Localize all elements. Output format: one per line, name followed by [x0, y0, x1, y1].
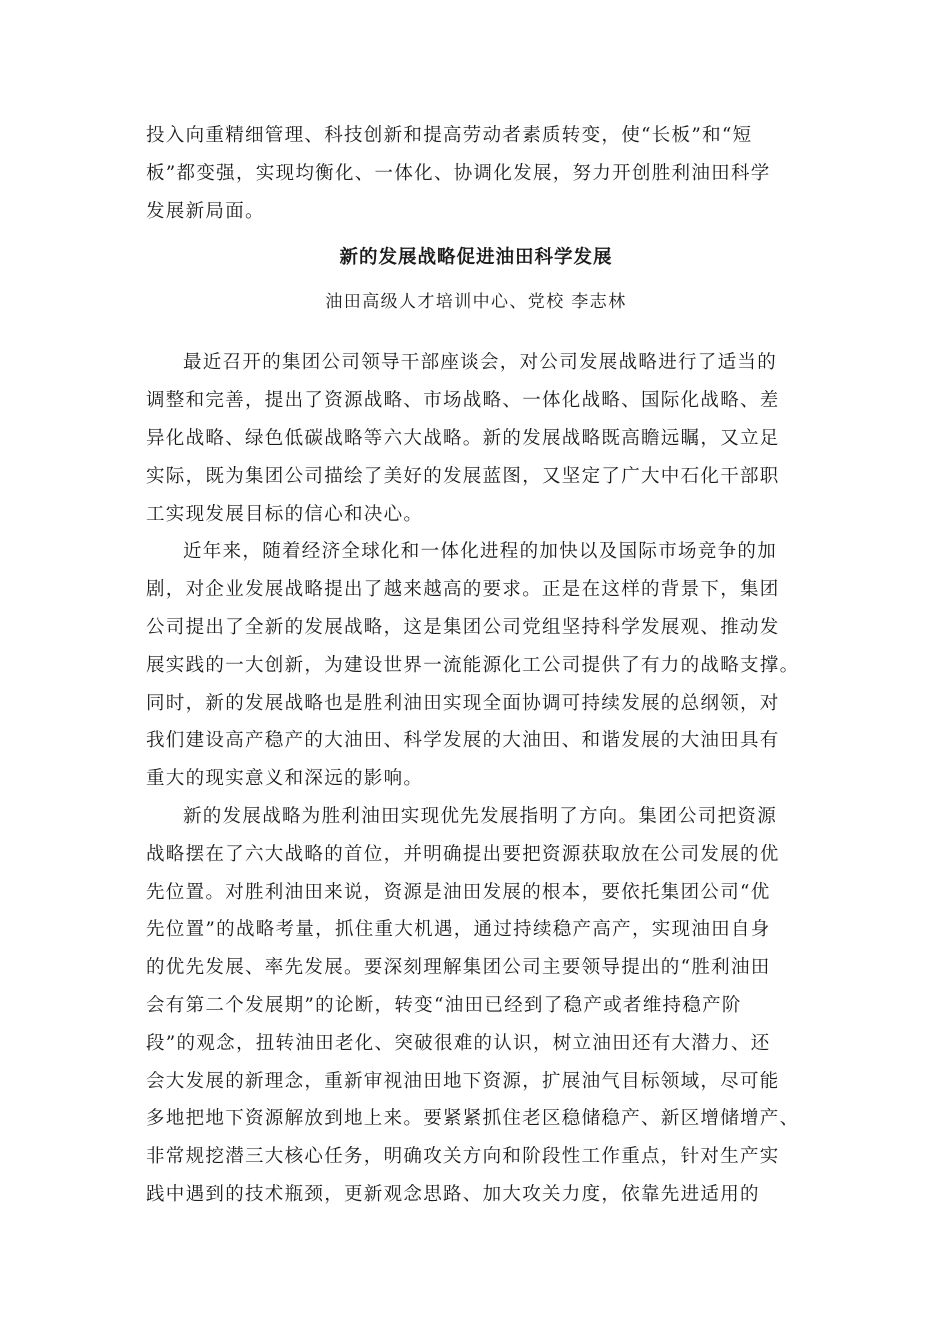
- text-line: 同时，新的发展战略也是胜利油田实现全面协调可持续发展的总纲领，对: [146, 692, 780, 714]
- paragraph-3: [146, 798, 806, 1214]
- text-line: 的优先发展、率先发展。要深刻理解集团公司主要领导提出的“胜利油田: [146, 957, 771, 979]
- text-line: 最近召开的集团公司领导干部座谈会，对公司发展战略进行了适当的: [183, 352, 778, 374]
- text-line: 战略摆在了六大战略的首位，并明确提出要把资源获取放在公司发展的优: [146, 843, 780, 865]
- text-line: 非常规挖潜三大核心任务，明确攻关方向和阶段性工作重点，针对生产实: [146, 1146, 780, 1168]
- text-line: 近年来，随着经济全球化和一体化进程的加快以及国际市场竞争的加: [183, 541, 778, 563]
- text-line: 调整和完善，提出了资源战略、市场战略、一体化战略、国际化战略、差: [146, 390, 780, 412]
- paragraph-2: [146, 533, 806, 798]
- text-line: 践中遇到的技术瓶颈，更新观念思路、加大攻关力度，依靠先进适用的: [146, 1183, 760, 1205]
- text-line: 公司提出了全新的发展战略，这是集团公司党组坚持科学发展观、推动发: [146, 616, 780, 638]
- text-line: 我们建设高产稳产的大油田、科学发展的大油田、和谐发展的大油田具有: [146, 730, 780, 752]
- intro-paragraph: [146, 117, 806, 230]
- text-line: 发展新局面。: [146, 200, 265, 222]
- text-line: 展实践的一大创新，为建设世界一流能源化工公司提供了有力的战略支撑。: [146, 654, 800, 676]
- paragraph-1: [146, 344, 806, 533]
- text-line: 先位置。对胜利油田来说，资源是油田发展的根本，要依托集团公司“优: [146, 881, 771, 903]
- text-line: 实际，既为集团公司描绘了美好的发展蓝图，又坚定了广大中石化干部职: [146, 465, 780, 487]
- text-line: 投入向重精细管理、科技创新和提高劳动者素质转变，使“长板”和“短: [146, 125, 753, 146]
- text-line: 会大发展的新理念，重新审视油田地下资源，扩展油气目标领域，尽可能: [146, 1070, 780, 1092]
- text-line: 多地把地下资源解放到地上来。要紧紧抓住老区稳储稳产、新区增储增产、: [146, 1108, 800, 1130]
- text-line: 先位置”的战略考量，抓住重大机遇，通过持续稳产高产，实现油田自身: [146, 919, 771, 941]
- text-line: 剧，对企业发展战略提出了越来越高的要求。正是在这样的背景下，集团: [146, 579, 780, 601]
- text-line: 会有第二个发展期”的论断，转变“油田已经到了稳产或者维持稳产阶: [146, 994, 742, 1016]
- text-line: 工实现发展目标的信心和决心。: [146, 503, 424, 525]
- text-line: 重大的现实意义和深远的影响。: [146, 768, 424, 790]
- text-line: 板”都变强，实现均衡化、一体化、协调化发展，努力开创胜利油田科学: [146, 162, 771, 184]
- article-byline: 油田高级人才培训中心、党校 李志林: [325, 292, 627, 313]
- document-page: [146, 117, 806, 1214]
- text-line: 新的发展战略为胜利油田实现优先发展指明了方向。集团公司把资源: [183, 805, 778, 827]
- text-line: 异化战略、绿色低碳战略等六大战略。新的发展战略既高瞻远瞩，又立足: [146, 427, 780, 449]
- article-title: 新的发展战略促进油田科学发展: [339, 247, 613, 269]
- text-line: 段”的观念，扭转油田老化、突破很难的认识，树立油田还有大潜力、还: [146, 1032, 771, 1054]
